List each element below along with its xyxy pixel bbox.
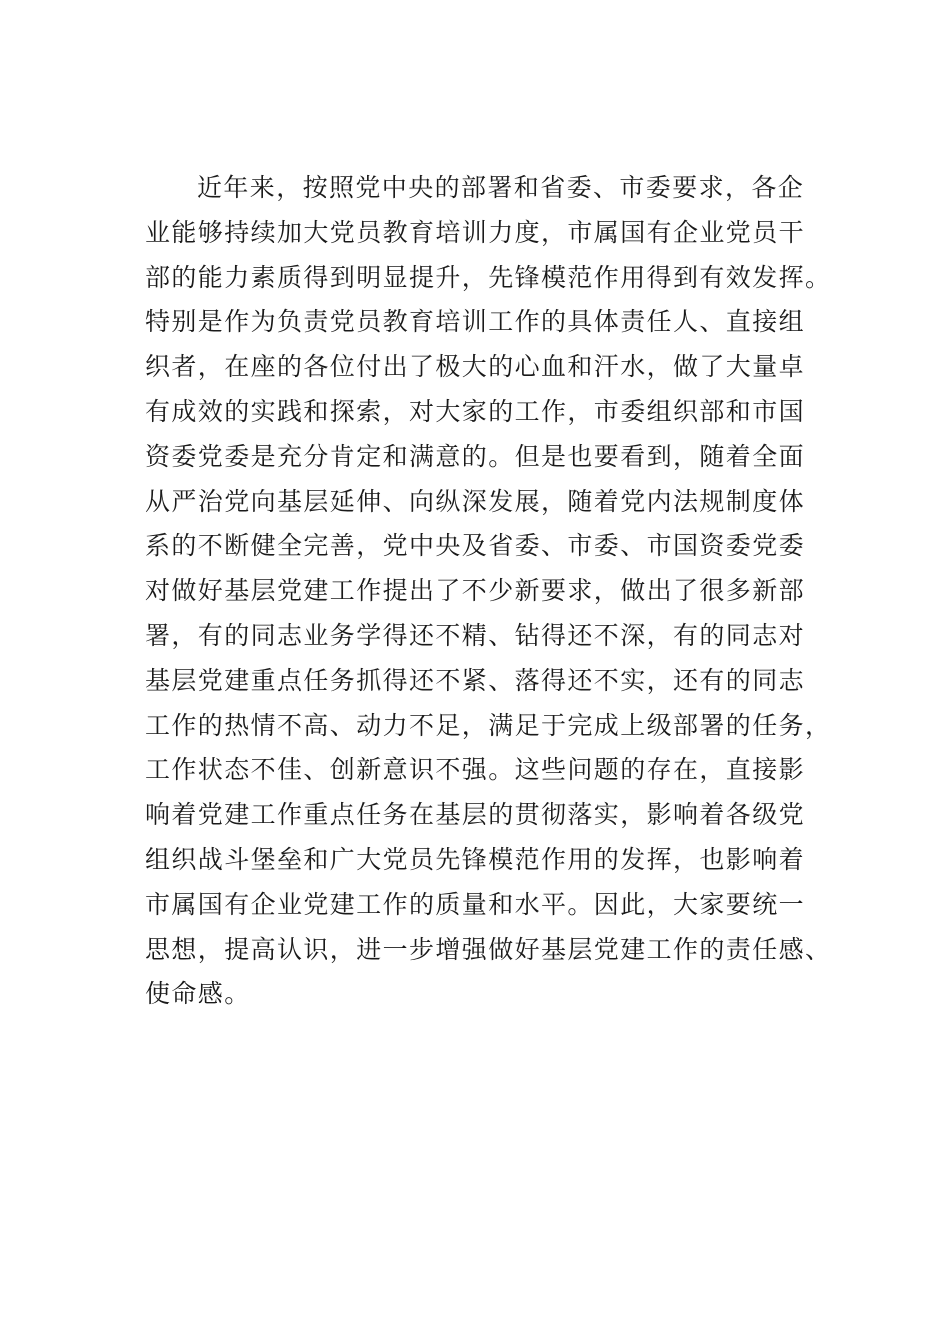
paragraph-line: 业能够持续加大党员教育培训力度，市属国有企业党员干: [145, 217, 806, 247]
paragraph-line: 近年来，按照党中央的部署和省委、市委要求，各企: [197, 173, 805, 202]
paragraph-line: 有成效的实践和探索，对大家的工作，市委组织部和市国: [145, 396, 806, 426]
paragraph-line: 资委党委是充分肯定和满意的。但是也要看到，随着全面: [145, 441, 806, 471]
paragraph-line: 部的能力素质得到明显提升，先锋模范作用得到有效发挥。: [145, 262, 832, 292]
paragraph-line: 使命感。: [145, 979, 251, 1009]
body-paragraph: [145, 166, 832, 1017]
paragraph-line: 组织战斗堡垒和广大党员先锋模范作用的发挥，也影响着: [145, 844, 806, 874]
paragraph-line: 工作状态不佳、创新意识不强。这些问题的存在，直接影: [145, 755, 806, 785]
paragraph-line: 特别是作为负责党员教育培训工作的具体责任人、直接组: [145, 307, 806, 337]
paragraph-line: 响着党建工作重点任务在基层的贯彻落实，影响着各级党: [145, 800, 806, 830]
paragraph-line: 系的不断健全完善，党中央及省委、市委、市国资委党委: [145, 531, 806, 561]
paragraph-line: 署，有的同志业务学得还不精、钻得还不深，有的同志对: [145, 620, 806, 650]
paragraph-line: 基层党建重点任务抓得还不紧、落得还不实，还有的同志: [145, 665, 806, 695]
paragraph-line: 织者，在座的各位付出了极大的心血和汗水，做了大量卓: [145, 352, 806, 382]
paragraph-line: 思想，提高认识，进一步增强做好基层党建工作的责任感、: [145, 934, 832, 964]
paragraph-line: 对做好基层党建工作提出了不少新要求，做出了很多新部: [145, 576, 806, 606]
paragraph-line: 从严治党向基层延伸、向纵深发展，随着党内法规制度体: [145, 486, 806, 516]
paragraph-line: 工作的热情不高、动力不足，满足于完成上级部署的任务，: [145, 710, 832, 740]
paragraph-line: 市属国有企业党建工作的质量和水平。因此，大家要统一: [145, 889, 806, 919]
